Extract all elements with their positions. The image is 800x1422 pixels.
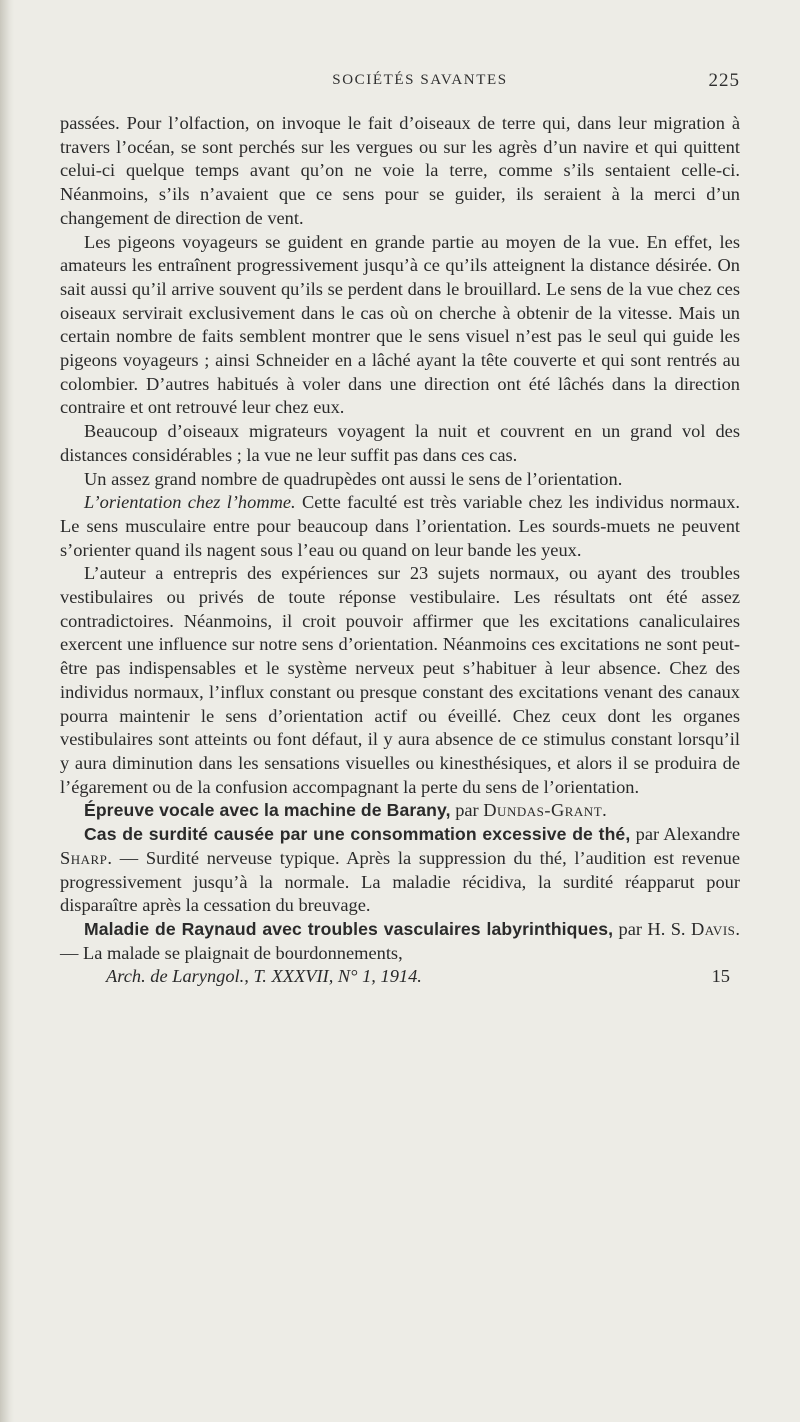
paragraph-orientation-homme — [60, 491, 740, 562]
entry-author: Sharp — [60, 847, 108, 868]
entry-title: Maladie de Raynaud avec troubles vasculaires labyrinthiques, — [84, 918, 614, 939]
entry-rest: . — [602, 800, 607, 821]
footer-reference: Arch. de Laryngol., T. XXXVII, N° 1, 1914. — [106, 966, 422, 987]
section-heading-homme: L’orientation chez l’homme. — [84, 492, 296, 513]
entry-author: Davis — [690, 918, 736, 939]
footer-signature: 15 — [711, 966, 730, 987]
entry-rest: . — Surdité nerveuse typique. Après la suppression du thé, l’audition est revenue progressivement jusqu’à la normale. La maladie récidiva, la surdité réapparut pour disparaître après la cessation du breuvage. — [60, 847, 740, 916]
paragraph-olfaction: passées. Pour l’olfaction, on invoque le fait d’oiseaux de terre qui, dans leur migration à travers l’océan, se sont perchés sur les vergues ou sur les agrès d’un navire et qui quittent celui-ci quelque temps avant qu’on ne voie la terre, comme s’ils sentaient celle-ci. Néanmoins, s’ils n’avaient que ce sens pour se guider, ils seraient à la merci d’un changement de direction de vent. — [60, 113, 740, 228]
entry-raynaud — [60, 918, 740, 965]
page-footer — [60, 965, 740, 989]
entry-by: par H. S. — [613, 918, 691, 939]
page-header — [60, 72, 740, 102]
entry-surdite-the — [60, 823, 740, 918]
paragraph-auteur: L’auteur a entrepris des expériences sur 23 sujets normaux, ou ayant des troubles vestibulaires ou privés de toute réponse vestibulaire. Les résultats ont été assez contradictoires. Néanmoins, il croit pouvoir affirmer que les excitations canaliculaires exercent une influence sur notre sens d’orientation. Néanmoins ces excitations ne sont peut-être pas indispensables et le système nerveux peut s’habituer à leur absence. Chez des individus normaux, l’influx constant ou presque constant des excitations venant des canaux pourra maintenir le sens d’orientation actif ou éveillé. Chez ceux dont les organes vestibulaires sont atteints ou font défaut, il y aura absence de ce stimulus constant lorsqu’il y aura diminution dans les sensations visuelles ou kinesthésiques, et alors il se produira de l’égarement ou de la confusion accompagnant la perte du sens de l’orientation. — [60, 563, 740, 797]
paragraph-oiseaux-migrateurs: Beaucoup d’oiseaux migrateurs voyagent la nuit et couvrent en un grand vol des distances considérables ; la vue ne leur suffit pas dans ces cas. — [60, 421, 740, 465]
entry-title: Épreuve vocale avec la machine de Barany, — [84, 800, 451, 821]
page-body — [60, 112, 740, 989]
running-head: SOCIÉTÉS SAVANTES — [332, 72, 508, 88]
page-number: 225 — [708, 70, 740, 91]
entry-by: par — [450, 800, 484, 821]
paragraph-quadrupedes: Un assez grand nombre de quadrupèdes ont aussi le sens de l’orientation. — [84, 468, 623, 489]
entry-barany — [60, 799, 740, 823]
entry-author: Dundas-Grant — [483, 800, 603, 821]
entry-title: Cas de surdité causée par une consommation excessive de thé, — [84, 824, 631, 845]
entry-by: par Alexandre — [630, 824, 740, 845]
page-edge-shadow — [0, 0, 14, 1422]
homme-text: Cette faculté est très variable chez les individus normaux. Le sens musculaire entre pour beaucoup dans l’orientation. Les sourds-muets ne peuvent s’orienter quand ils nagent sous l’eau ou quand on leur bande les yeux. — [60, 492, 741, 560]
paragraph-pigeons: Les pigeons voyageurs se guident en grande partie au moyen de la vue. En effet, les amateurs les entraînent progressivement jusqu’à ce qu’ils atteignent la distance désirée. On sait aussi qu’il arrive souvent qu’ils se perdent dans le brouillard. Le sens de la vue chez ces oiseaux servirait exclusivement dans le cas où on cherche à obtenir de la vitesse. Mais un certain nombre de faits semblent montrer que le sens visuel n’est pas le seul qui guide les pigeons voyageurs ; ainsi Schneider en a lâché ayant la tête couverte et qui sont rentrés au colombier. D’autres habitués à voler dans une direction ont été lâchés dans la direction contraire et ont retrouvé leur chez eux. — [60, 231, 740, 418]
entry-rest: . — La malade se plaignait de bourdonnements, — [60, 918, 740, 963]
